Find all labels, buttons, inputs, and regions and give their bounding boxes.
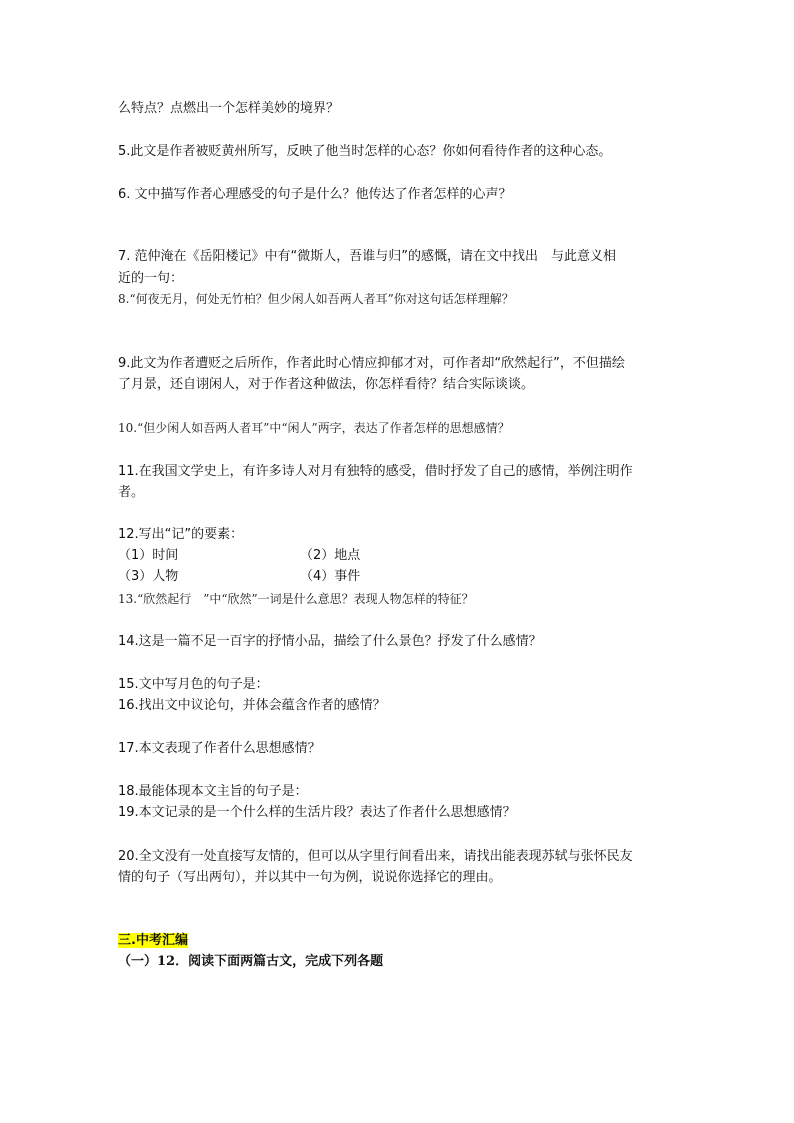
elements-row-2	[118, 568, 518, 586]
question-8: 8.“何夜无月，何处无竹柏？但少闲人如吾两人者耳”你对这句话怎样理解？	[118, 292, 514, 306]
question-9: 9.此文为作者遭贬之后所作，作者此时心情应抑郁才对，可作者却“欣然起行”，不但描绘	[118, 356, 625, 371]
elements-row-1	[118, 547, 518, 565]
question-5: 5.此文是作者被贬黄州所写，反映了他当时怎样的心态？你如何看待作者的这种心态。	[118, 144, 612, 159]
question-10: 10.“但少闲人如吾两人者耳”中“闲人”两字，表达了作者怎样的思想感情？	[118, 421, 510, 435]
element-place: （2）地点	[300, 548, 361, 563]
question-4-continued: 么特点？点燃出一个怎样美妙的境界？	[118, 101, 340, 116]
question-18: 18.最能体现本文主旨的句子是：	[118, 784, 308, 799]
question-6: 6. 文中描写作者心理感受的句子是什么？他传达了作者怎样的心声？	[118, 187, 512, 202]
question-20-continued: 情的句子（写出两句），并以其中一句为例，说说你选择它的理由。	[118, 870, 502, 885]
question-7-continued: 近的一句：	[118, 271, 184, 286]
subsection-heading: （一）12．阅读下面两篇古文，完成下列各题	[118, 954, 384, 969]
question-14: 14.这是一篇不足一百字的抒情小品，描绘了什么景色？抒发了什么感情？	[118, 634, 542, 649]
question-15: 15.文中写月色的句子是：	[118, 677, 269, 692]
question-16: 16.找出文中议论句，并体会蕴含作者的感情？	[118, 698, 386, 713]
question-20: 20.全文没有一处直接写友情的，但可以从字里行间看出来，请找出能表现苏轼与张怀民友	[118, 849, 633, 864]
question-19: 19.本文记录的是一个什么样的生活片段？表达了作者什么思想感情？	[118, 805, 516, 820]
question-7: 7. 范仲淹在《岳阳楼记》中有“微斯人，吾谁与归”的感慨，请在文中找出 与此意义相	[118, 249, 617, 264]
section-heading-text: 三.中考汇编	[118, 933, 188, 948]
question-11: 11.在我国文学史上，有许多诗人对月有独特的感受，借时抒发了自己的感情，举例注明作	[118, 464, 633, 479]
element-event: （4）事件	[300, 569, 361, 584]
question-9-continued: 了月景，还自诩闲人，对于作者这种做法，你怎样看待？结合实际谈谈。	[118, 377, 535, 392]
question-17: 17.本文表现了作者什么思想感情？	[118, 741, 321, 756]
question-11-continued: 者。	[118, 485, 145, 500]
element-people: （3）人物	[118, 569, 179, 584]
section-heading	[118, 932, 188, 950]
element-time: （1）时间	[118, 548, 179, 563]
question-12: 12.写出“记”的要素：	[118, 527, 244, 542]
question-13: 13.“欣然起行 ”中“欣然”一词是什么意思？表现人物怎样的特征？	[118, 592, 474, 606]
